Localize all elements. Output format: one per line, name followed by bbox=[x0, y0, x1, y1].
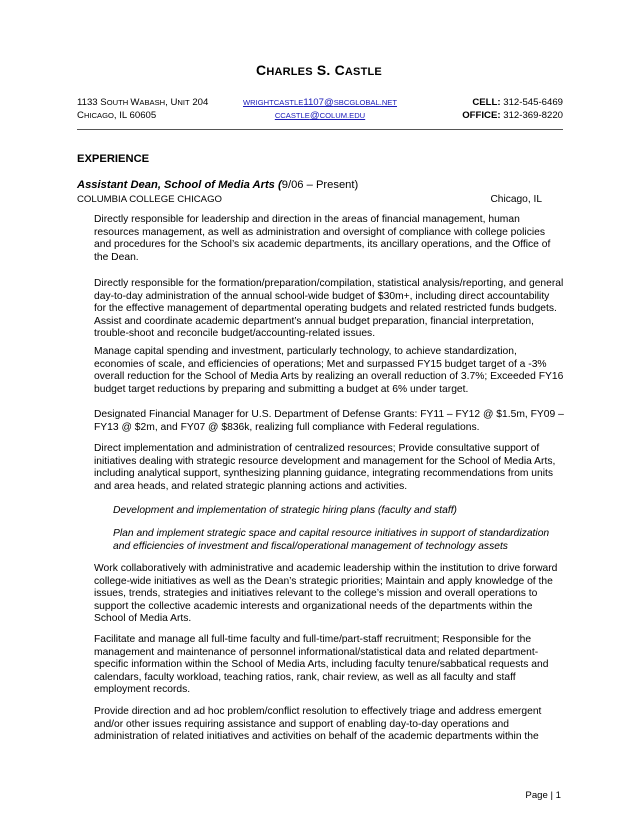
name-last-initial: C bbox=[334, 62, 345, 78]
paragraph-text: Facilitate and manage all full-time faculty and full-time/part-staff recruitment; Responsible for the management and maintenance of personnel informational/statistical data and related department-specific information within the School of Media Arts, including faculty tenure/sabbatical requests and calendars, faculty workload, teaching ratios, rank, chair review, as well as all faculty and staff employment records. bbox=[94, 634, 549, 696]
contact-block bbox=[77, 96, 563, 122]
paragraph-text: Work collaboratively with administrative and academic leadership within the institution to drive forward college-wide initiatives as well as the Dean’s strategic priorities; Maintain and apply knowledge of the issues, trends, strategies and initiatives relevant to the college’s mission and overall operations to support the collective academic interests and organizational needs of the departments within the School of Media Arts. bbox=[94, 563, 558, 625]
address-unit-number: 204 bbox=[189, 97, 209, 108]
paragraph bbox=[94, 409, 564, 434]
address-south: OUTH bbox=[106, 98, 131, 107]
address-sep: , bbox=[165, 97, 171, 108]
email-1-post: SBCGLOBAL.NET bbox=[333, 98, 398, 107]
address-u: U bbox=[170, 97, 178, 108]
paragraph bbox=[94, 443, 564, 493]
header-divider bbox=[77, 129, 563, 130]
address-number: 1133 bbox=[77, 97, 101, 108]
contact-row-1 bbox=[77, 96, 563, 109]
org-row bbox=[77, 194, 542, 205]
name-middle: S. bbox=[316, 62, 331, 78]
paragraph-text: Directly responsible for the formation/preparation/compilation, statistical analysis/reporting, and general day-to-day administration of the annual school-wide budget of $30m+, including direct accountability for the effective management of departmental operating budgets and related restricted funds budgets. Assist and coordinate academic department’s annual budget preparation, financial interpretation, trouble-shoot and reconcile budget/accounting-related issues. bbox=[94, 278, 564, 340]
address-w: W bbox=[130, 97, 140, 108]
office-value: 312-369-8220 bbox=[503, 110, 563, 121]
job-location: Chicago, IL bbox=[490, 194, 542, 205]
name-first-rest: HARLES bbox=[266, 66, 313, 78]
paragraph bbox=[94, 278, 564, 341]
paragraph-text: Directly responsible for leadership and direction in the areas of financial management, human resources management, as well as administration and oversight of compliance with college policies and procedures for the School’s six academic departments, its ancillary operations, and the Office of the Dean. bbox=[94, 214, 551, 263]
paragraph-text: Designated Financial Manager for U.S. Department of Defense Grants: FY11 – FY12 @ $1.5m, FY09 – FY13 @ $2m, and FY07 @ $836k, realizing full compliance with Federal regulations. bbox=[94, 409, 564, 433]
contact-row-2 bbox=[77, 109, 563, 122]
name-first-initial: C bbox=[256, 62, 267, 78]
cell-label: CELL: bbox=[472, 97, 501, 108]
city-rest: HICAGO bbox=[83, 111, 114, 120]
paragraph bbox=[94, 634, 564, 697]
organization: COLUMBIA COLLEGE CHICAGO bbox=[77, 194, 223, 205]
email-2-pre: CCASTLE bbox=[274, 111, 310, 120]
paragraph-text: Manage capital spending and investment, particularly technology, to achieve standardization, economies of scale, and efficiencies of operations; Met and surpassed FY15 budget target of a -3% overall reduction for the School of Media Arts by realizing an overall reduction of 3.7%; Exceeded FY16 budget target reductions by preparing and submitting a budget at 6% under target. bbox=[94, 346, 564, 395]
page-number: Page | 1 bbox=[525, 790, 561, 801]
job-title-text: Assistant Dean, School of Media Arts bbox=[77, 179, 275, 191]
italic-item: Development and implementation of strategic hiring plans (faculty and staff) bbox=[113, 505, 457, 516]
city-c: C bbox=[77, 110, 84, 121]
paragraph bbox=[94, 563, 564, 626]
candidate-name bbox=[0, 62, 638, 78]
address-s: S bbox=[100, 97, 107, 108]
cell-value: 312-545-6469 bbox=[503, 97, 563, 108]
email-1-pre: WRIGHTCASTLE bbox=[242, 98, 304, 107]
email-link-2[interactable] bbox=[275, 110, 365, 121]
address-unit: NIT bbox=[177, 98, 190, 107]
cell-phone bbox=[472, 96, 563, 109]
name-last-rest: ASTLE bbox=[344, 66, 382, 78]
job-dates-open: ( bbox=[274, 179, 282, 191]
section-title-experience: EXPERIENCE bbox=[77, 153, 150, 165]
email-2-at: @ bbox=[309, 110, 320, 121]
paragraph bbox=[94, 346, 564, 396]
email-2-post: COLUM.EDU bbox=[319, 111, 366, 120]
job-title bbox=[77, 179, 358, 191]
email-1-num: 1107@ bbox=[303, 97, 334, 108]
job-dates: 9/06 – Present) bbox=[281, 179, 359, 191]
state-zip: , IL 60605 bbox=[113, 110, 157, 121]
address-wabash: ABASH bbox=[139, 98, 166, 107]
paragraph bbox=[94, 706, 564, 744]
email-link-1[interactable] bbox=[243, 97, 397, 108]
paragraph-text: Direct implementation and administration of centralized resources; Provide consultative support of initiatives dealing with strategic resource development and management for the School of Media Arts, including analytical support, synthesizing planning guidance, integrating recommendations from units and area heads, and related strategic planning actions and activities. bbox=[94, 443, 556, 492]
italic-item: Plan and implement strategic space and capital resource initiatives in support of standardization and efficiencies of investment and fiscal/operational management of technology assets bbox=[113, 528, 550, 552]
paragraph bbox=[94, 214, 564, 264]
office-label: OFFICE: bbox=[462, 110, 501, 121]
paragraph-text: Provide direction and ad hoc problem/conflict resolution to effectively triage and address emergent and/or other issues requiring assistance and support of enabling day-to-day operations and administration of related initiatives and activities on behalf of the academic departments within the bbox=[94, 706, 542, 743]
office-phone bbox=[462, 109, 563, 122]
